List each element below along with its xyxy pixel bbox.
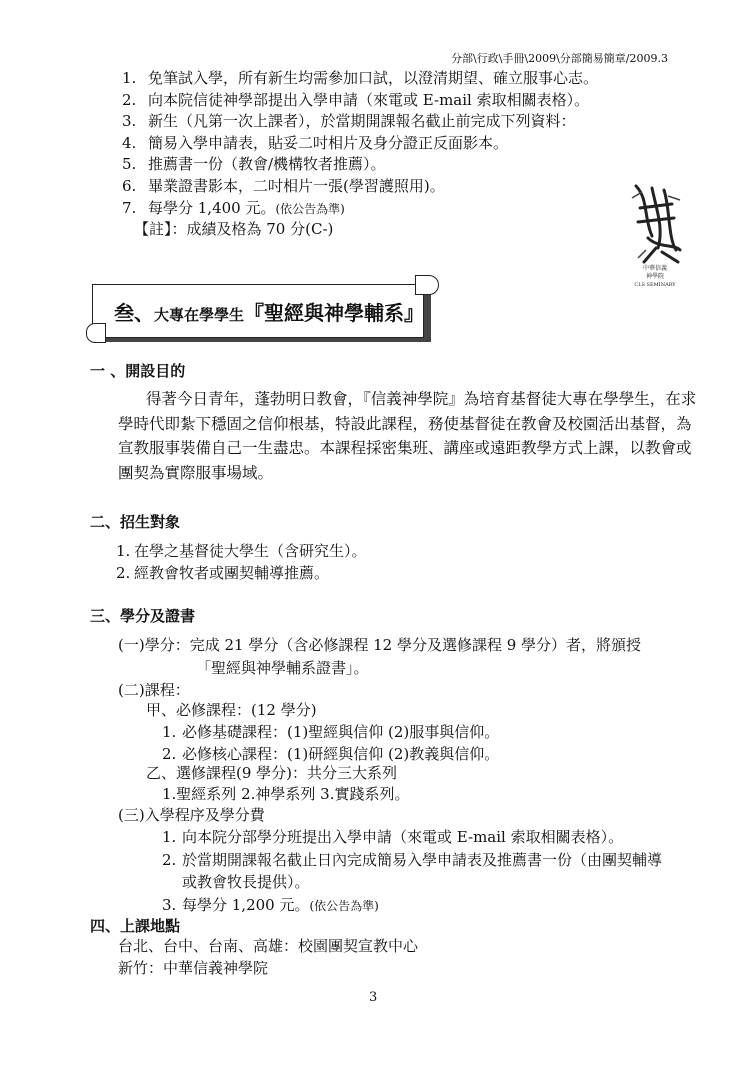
list-item: 2. 向本院信徒神學部提出入學申請（來電或 E-mail 索取相關表格）。 — [122, 90, 590, 109]
logo-caption-2: 神學院 — [645, 273, 665, 280]
list-item: 1. 向本院分部學分班提出入學申請（來電或 E-mail 索取相關表格）。 — [162, 828, 624, 846]
purpose-paragraph: 得著今日青年，蓬勃明日教會，『信義神學院』為培育基督徒大專在學學生，在求 學時代即紮下穩固之信仰根基，特設此課程，務使基督徒在教會及校園活出基督，為 宣教服事裝備自己一生盡忠。本課程採密集班、講座或遠距教學方式上課，以教會或 團契為實際服事場域。 — [118, 390, 697, 482]
course-heading: (二)課程： — [118, 681, 190, 699]
credit-line: (一)學分：完成 21 學分（含必修課程 12 學分及選修課程 9 學分）者，將頒授 — [118, 636, 642, 654]
list-item: 2. 於當期開課報名截止日內完成簡易入學申請表及推薦書一份（由團契輔導 — [162, 850, 663, 869]
list-item: 1. 免筆試入學，所有新生均需參加口試，以澄清期望、確立服事心志。 — [122, 69, 599, 87]
list-item: 3. 每學分 1,200 元。(依公告為準) — [162, 895, 379, 914]
list-item: 4. 簡易入學申請表，貼妥二吋相片及身分證正反面影本。 — [122, 133, 509, 152]
location-list — [118, 935, 418, 979]
list-item: 1. 在學之基督徒大學生（含研究生）。 — [116, 542, 367, 560]
section-heading-credits: 三、學分及證書 — [90, 607, 196, 625]
eligibility-list — [116, 540, 367, 584]
procedure-heading: (三)入學程序及學分費 — [118, 806, 265, 824]
required-heading: 甲、必修課程：(12 學分) — [146, 701, 317, 719]
admission-list — [122, 68, 598, 220]
list-item: 1. 必修基礎課程：(1)聖經與信仰 (2)服事與信仰。 — [162, 723, 500, 741]
list-item: 7. 每學分 1,400 元。(依公告為準) — [122, 198, 345, 217]
list-item: 2. 經教會牧者或團契輔導推薦。 — [116, 564, 330, 582]
section-heading-location: 四、上課地點 — [90, 917, 181, 935]
list-item: 5. 推薦書一份（教會/機構牧者推薦）。 — [122, 155, 386, 174]
list-item: 台北、台中、台南、高雄：校園團契宣教中心 — [118, 937, 419, 955]
list-item: 新竹：中華信義神學院 — [118, 959, 269, 977]
elective-series: 1.聖經系列 2.神學系列 3.實踐系列。 — [162, 785, 410, 803]
section-banner-title: 叁、大專在學學生『聖經與神學輔系』 — [114, 301, 425, 325]
document-path-header: 分部\行政\手冊\2009\分部簡易簡章/2009.3 — [450, 52, 668, 65]
list-item: 2. 必修核心課程：(1)研經與信仰 (2)教義與信仰。 — [162, 745, 500, 763]
section-heading-purpose: 一 、開設目的 — [90, 362, 186, 380]
logo-caption-1: 中華信義 — [642, 265, 668, 272]
required-list — [162, 721, 499, 765]
elective-heading: 乙、選修課程(9 學分)：共分三大系列 — [146, 764, 398, 782]
logo-caption-3: CLS SEMINARY — [634, 282, 676, 288]
list-item: 3. 新生（凡第一次上課者），於當期開課報名截止前完成下列資料： — [122, 112, 576, 131]
list-item: 6. 畢業證書影本，二吋相片一張(學習護照用)。 — [122, 176, 445, 195]
grade-note: 【註】：成績及格為 70 分(C-) — [134, 220, 334, 238]
seminary-logo — [618, 178, 692, 290]
section-heading-eligibility: 二、招生對象 — [90, 513, 181, 531]
certificate-name: 「聖經與神學輔系證書」。 — [196, 659, 369, 677]
page-number: 3 — [369, 990, 378, 1005]
procedure-list — [162, 826, 662, 917]
section-banner — [92, 275, 437, 345]
list-item: 或教會牧長提供）。 — [182, 873, 310, 891]
